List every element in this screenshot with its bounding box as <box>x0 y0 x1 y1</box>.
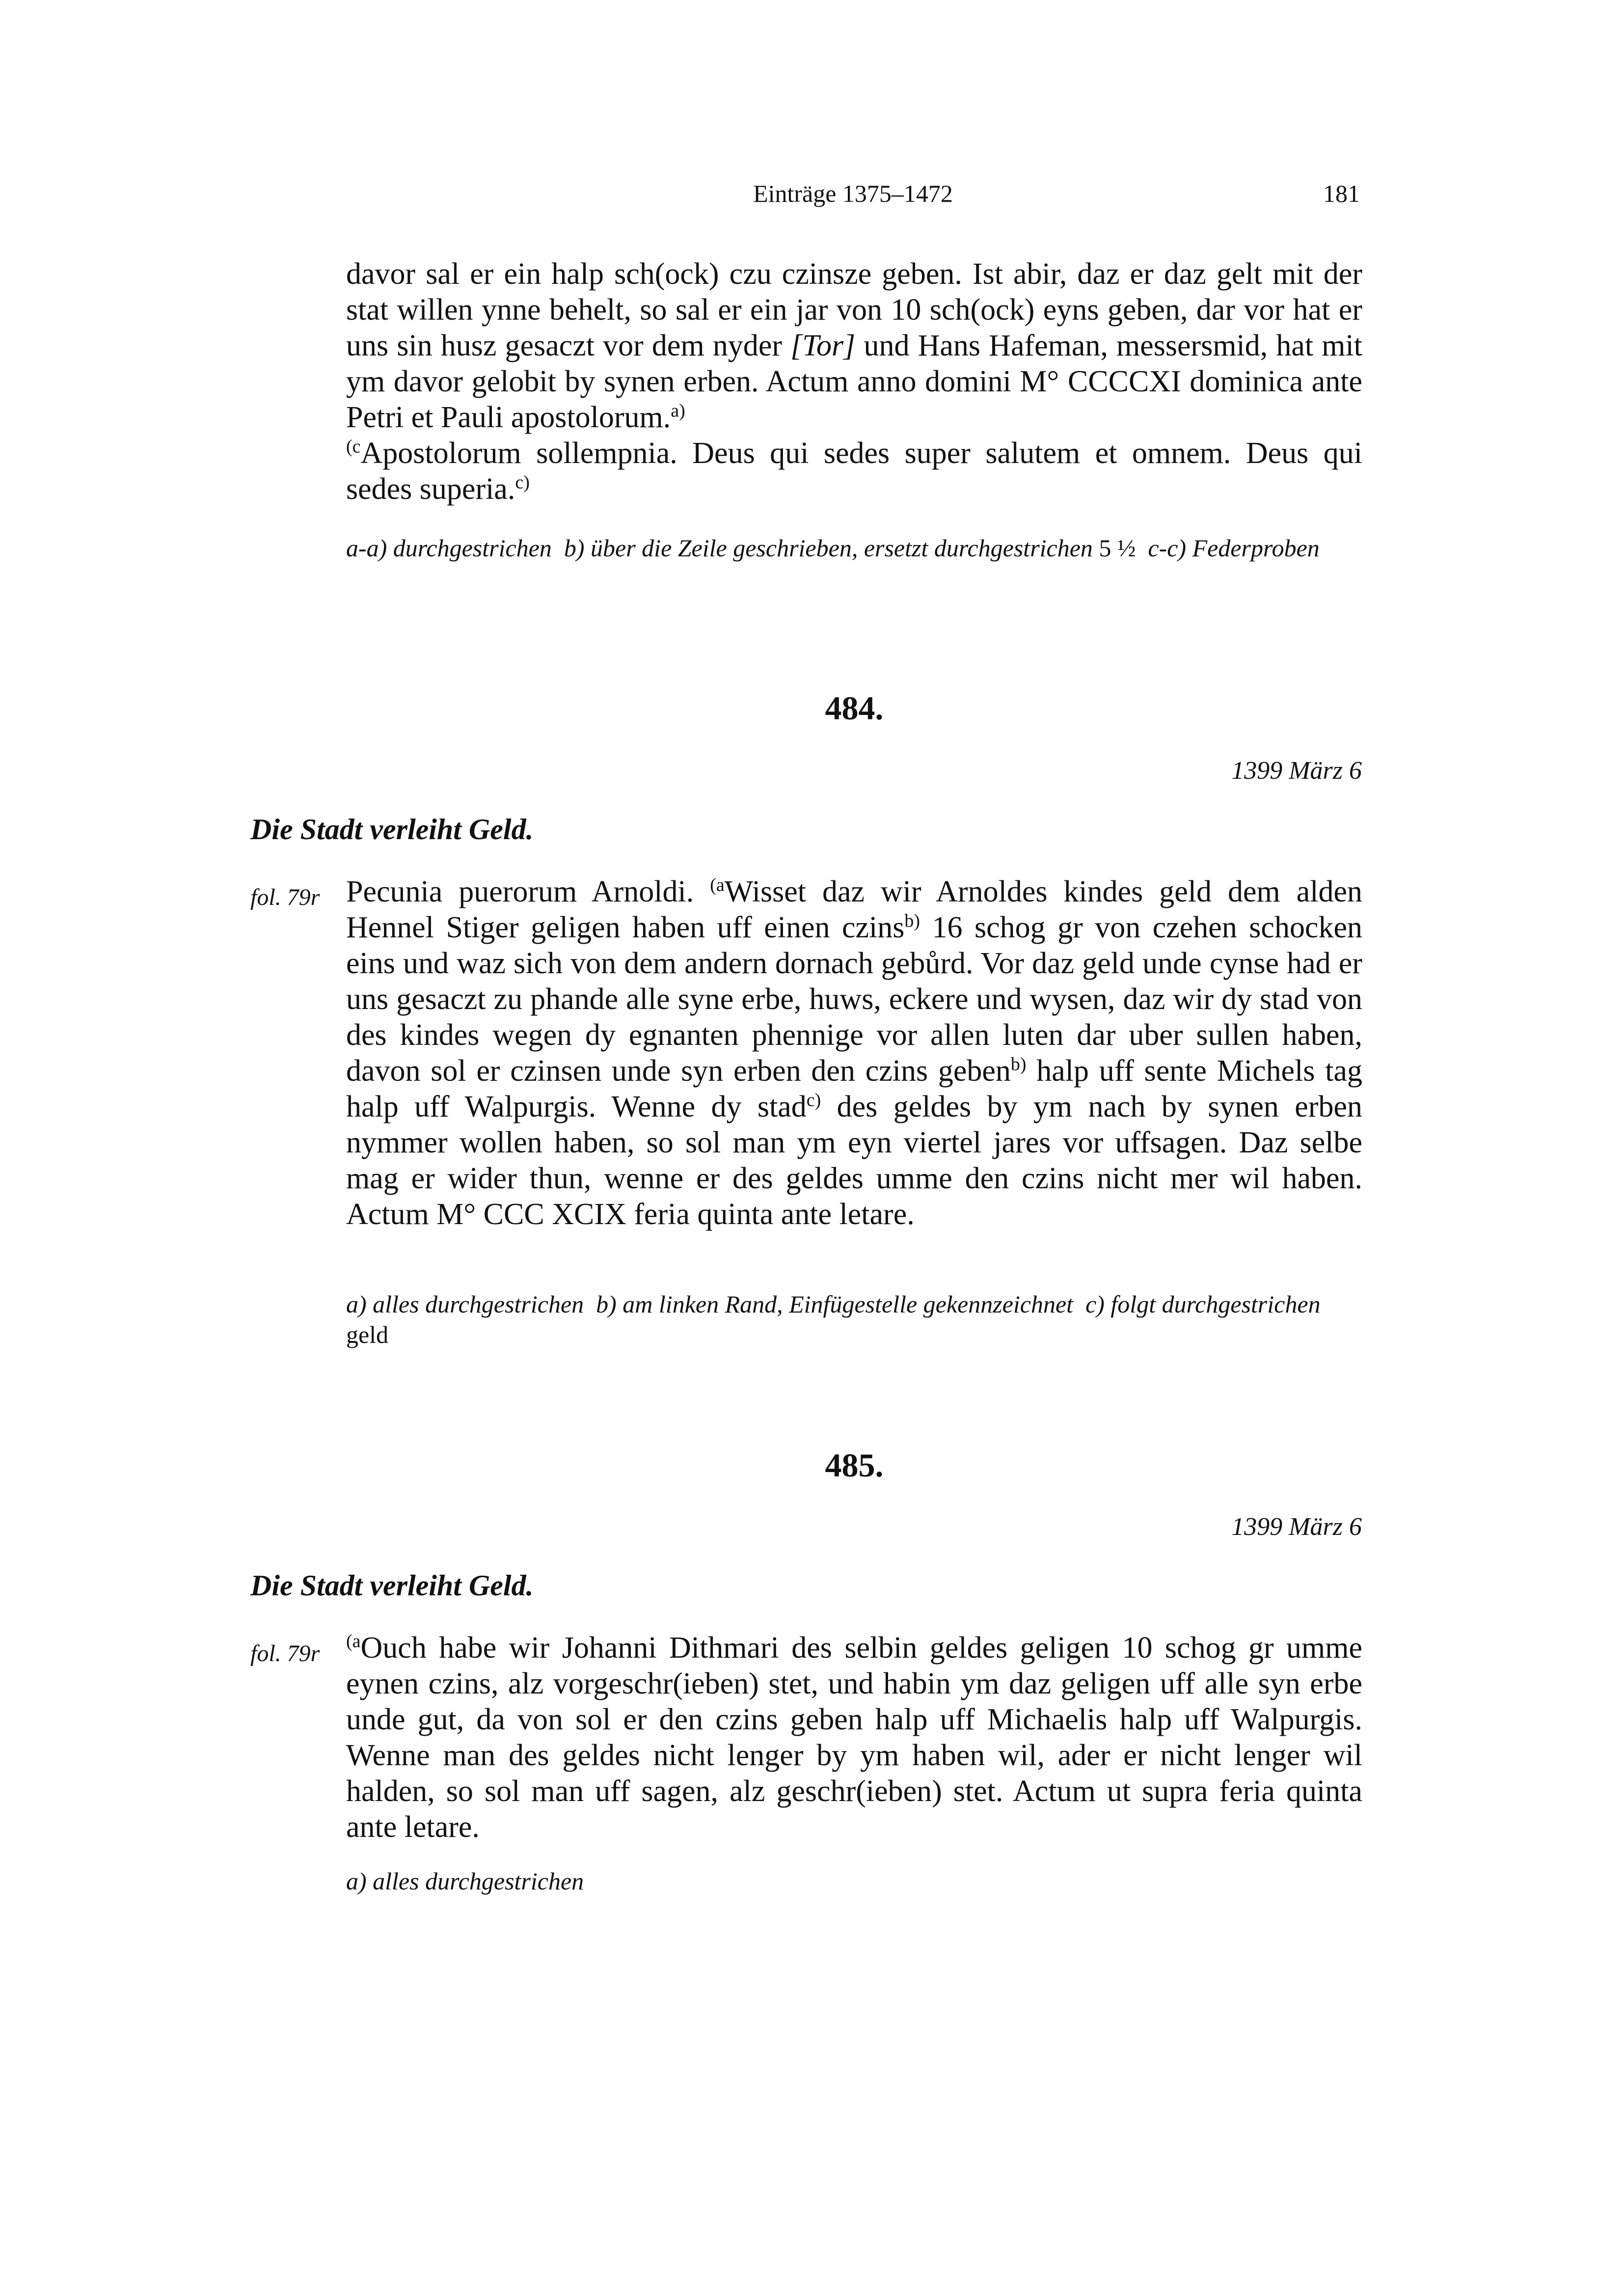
footnote: a) alles durchgestrichen <box>346 1290 584 1318</box>
entry-number: 484. <box>825 689 884 727</box>
footnote-marker: a) <box>671 400 685 421</box>
footnote: a-a) durchgestrichen <box>346 534 552 562</box>
footnotes-484 <box>346 1289 1362 1350</box>
text-segment: davor sal er ein halp sch(ock) czu czinsze geben. Ist abir, daz er daz gelt mit der stat willen ynne behelt, so sal er ein jar von 10 sch(ock) eyns geben, dar vor hat er uns sin husz gesaczt vor dem nyder <box>346 257 1362 362</box>
running-head-title: Einträge 1375–1472 <box>753 180 953 207</box>
footnote-value: geld <box>346 1321 389 1348</box>
entry-heading: Die Stadt verleiht Geld. <box>250 1569 534 1602</box>
text-segment: Wisset daz wir Arnoldes kindes geld dem alden Hennel Stiger geligen haben uff einen czins <box>346 875 1362 944</box>
footnotes-483 <box>346 533 1362 563</box>
folio-reference: fol. 79r <box>250 1640 320 1667</box>
entry-paragraph <box>346 1630 1362 1845</box>
folio-reference: fol. 79r <box>250 884 320 910</box>
entry-date: 1399 März 6 <box>1231 757 1362 785</box>
entry-heading: Die Stadt verleiht Geld. <box>250 813 534 846</box>
entry-date: 1399 März 6 <box>1231 1513 1362 1541</box>
continuation-paragraph <box>346 256 1362 436</box>
text-segment: Ouch habe wir Johanni Dithmari des selbin geldes geligen 10 schog gr umme eynen czins, alz vorgeschr(ieben) stet, und habin ym daz geligen uff alle syn erbe unde gut, da von sol er den czins geben halp uff Michaelis halp uff Walpurgis. Wenne man des geldes nicht lenger by ym haben wil, ader er nicht lenger wil halden, so sol man uff sagen, alz geschr(ieben) stet. Actum ut supra feria quinta ante letare. <box>346 1631 1362 1844</box>
footnote: a) alles durchgestrichen <box>346 1867 584 1895</box>
entry-484-text <box>346 874 1362 1232</box>
footnote-marker: b) <box>904 910 920 931</box>
entry-paragraph <box>346 874 1362 1232</box>
editorial-insertion: [Tor] <box>790 329 856 362</box>
continuation-text <box>346 256 1362 507</box>
entry-number: 485. <box>825 1447 884 1484</box>
text-segment: halp uff sente Michels tag halp uff Walpurgis. Wenne dy stad <box>346 1054 1362 1123</box>
footnote: c-c) Federproben <box>1148 534 1320 562</box>
pen-trials-paragraph <box>346 436 1362 507</box>
footnotes-485 <box>346 1866 1362 1896</box>
footnote-marker: (a <box>346 1631 361 1652</box>
footnote-marker: (c <box>346 436 361 457</box>
footnote-marker: b) <box>1010 1054 1027 1075</box>
footnote: b) am linken Rand, Einfügestelle gekennzeichnet <box>596 1290 1074 1318</box>
text-segment: des geldes by ym nach by synen erben nymmer wollen haben, so sol man ym eyn viertel jares vor uffsagen. Daz selbe mag er wider thun, wenne er des geldes umme den czins nicht mer wil haben. Actum M° CCC XCIX feria quinta ante letare. <box>346 1090 1362 1231</box>
footnote-marker: c) <box>515 472 530 493</box>
entry-485-text <box>346 1630 1362 1845</box>
running-head <box>346 179 1360 214</box>
text-segment: Apostolorum sollempnia. Deus qui sedes super salutem et omnem. Deus qui sedes superia. <box>346 437 1362 506</box>
footnote-marker: c) <box>806 1090 821 1111</box>
text-segment: und Hans Hafeman, messersmid, hat mit ym davor gelobit by synen erben. Actum anno domini M° CCCCXI dominica ante Petri et Pauli apostolorum. <box>346 329 1362 434</box>
footnote: c) folgt durchgestrichen <box>1085 1290 1321 1318</box>
footnote: b) über die Zeile geschrieben, ersetzt durchgestrichen <box>564 534 1093 562</box>
text-segment: 16 schog gr von czehen schocken eins und waz sich von dem andern dornach gebůrd. Vor daz geld unde cynse had er uns gesaczt zu phande alle syne erbe, huws, eckere und wysen, daz wir dy stad von des kindes wegen dy egnanten phennige vor allen luten dar uber sullen haben, davon sol er czinsen unde syn erben den czins geben <box>346 911 1362 1088</box>
footnote-marker: (a <box>710 875 725 896</box>
page-number: 181 <box>1323 180 1360 207</box>
text-segment: Pecunia puerorum Arnoldi. <box>346 875 710 908</box>
footnote-value: 5 ½ <box>1099 534 1136 562</box>
